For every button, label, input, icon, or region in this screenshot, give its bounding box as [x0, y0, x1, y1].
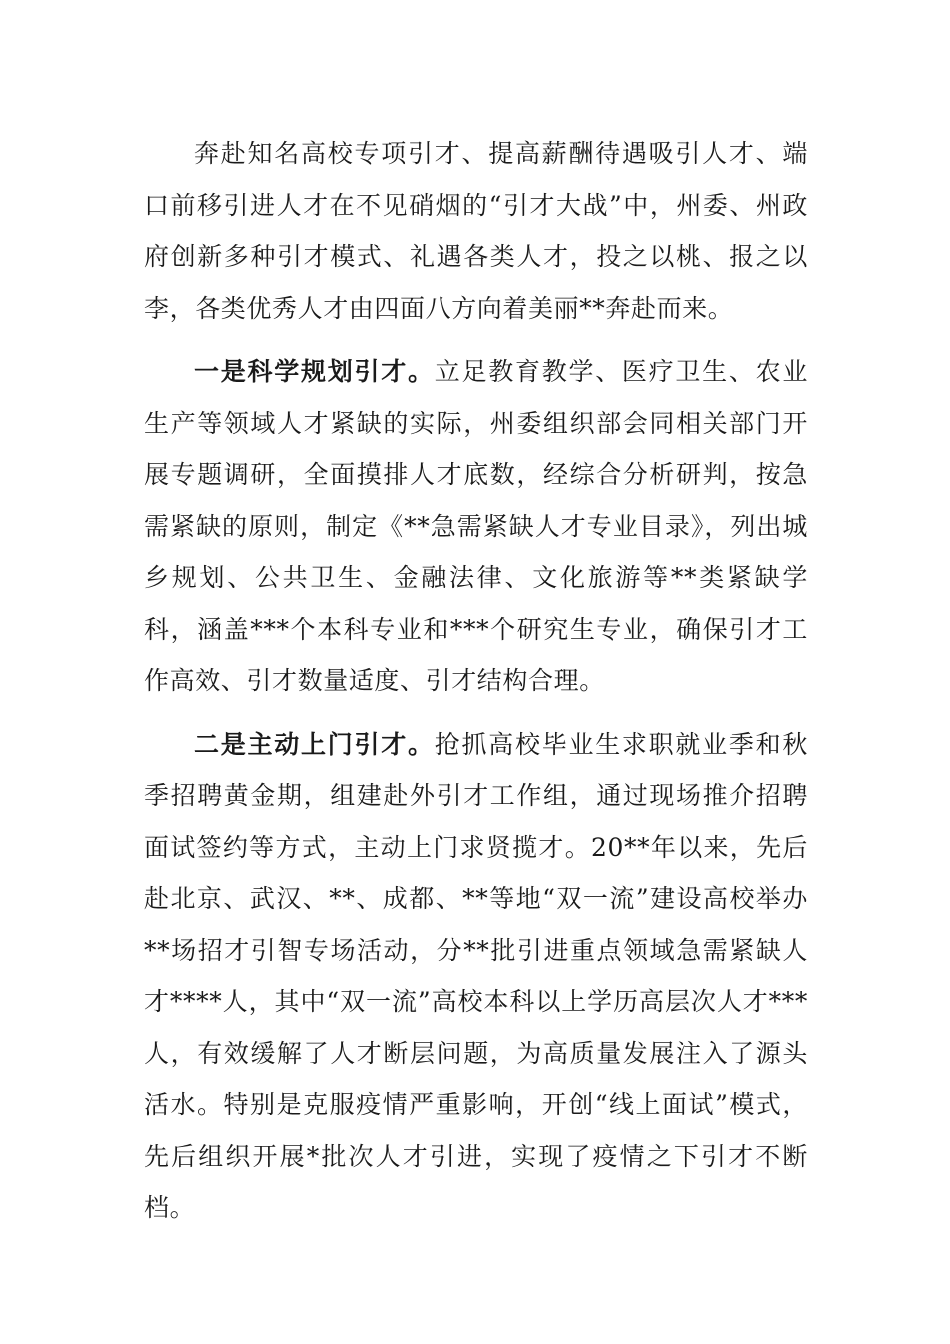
- paragraph-intro-text: 奔赴知名高校专项引才、提高薪酬待遇吸引人才、端口前移引进人才在不见硝烟的“引才大战”中，州委、州政府创新多种引才模式、礼遇各类人才，投之以桃、报之以李，各类优秀人才由四面八方向着美丽**奔赴而来。: [144, 139, 808, 323]
- paragraph-scientific-planning: [144, 346, 808, 707]
- paragraph-proactive-recruitment: [144, 719, 808, 1234]
- paragraph-proactive-recruitment-text: 抢抓高校毕业生求职就业季和秋季招聘黄金期，组建赴外引才工作组，通过现场推介招聘面试签约等方式，主动上门求贤揽才。20**年以来，先后赴北京、武汉、**、成都、**等地“双一流”建设高校举办**场招才引智专场活动，分**批引进重点领域急需紧缺人才****人，其中“双一流”高校本科以上学历高层次人才***人，有效缓解了人才断层问题，为高质量发展注入了源头活水。特别是克服疫情严重影响，开创“线上面试”模式，先后组织开展*批次人才引进，实现了疫情之下引才不断档。: [144, 729, 809, 1222]
- document-body: [144, 128, 808, 1234]
- paragraph-intro: [144, 128, 808, 334]
- paragraph-heading-scientific-planning: 一是科学规划引才。: [194, 357, 435, 386]
- paragraph-heading-proactive-recruitment: 二是主动上门引才。: [194, 729, 435, 759]
- paragraph-scientific-planning-text: 立足教育教学、医疗卫生、农业生产等领域人才紧缺的实际，州委组织部会同相关部门开展专题调研，全面摸排人才底数，经综合分析研判，按急需紧缺的原则，制定《**急需紧缺人才专业目录》，列出城乡规划、公共卫生、金融法律、文化旅游等**类紧缺学科，涵盖***个本科专业和***个研究生专业，确保引才工作高效、引才数量适度、引才结构合理。: [144, 357, 809, 695]
